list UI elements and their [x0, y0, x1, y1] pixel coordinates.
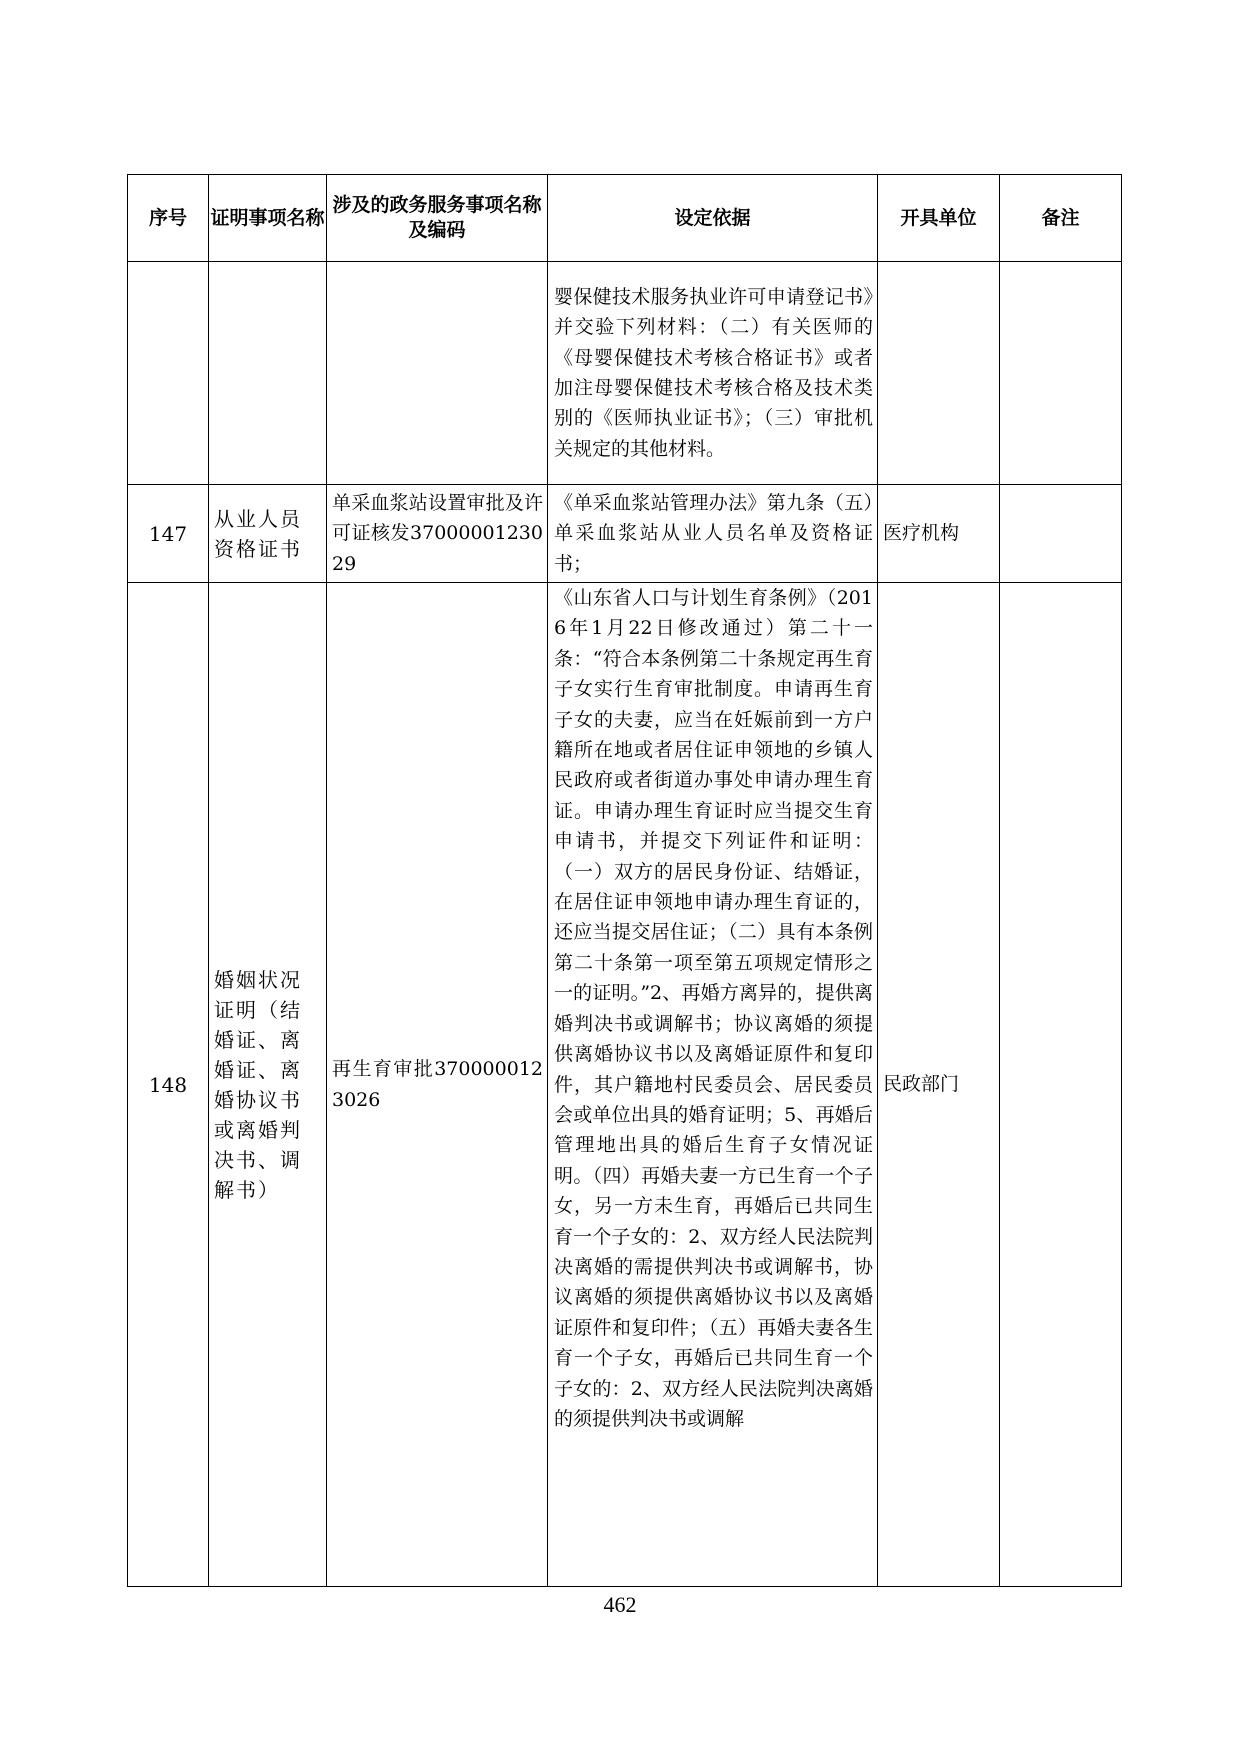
header-remark: 备注: [1000, 175, 1122, 262]
cell-remark: [1000, 262, 1122, 485]
cell-issuer: [878, 262, 1000, 485]
page-number: 462: [603, 1592, 637, 1617]
table-header-row: [128, 175, 1122, 262]
header-basis: 设定依据: [548, 175, 878, 262]
cell-seq: [128, 262, 209, 485]
cell-service: [327, 262, 548, 485]
header-item: 证明事项名称: [209, 175, 327, 262]
document-table: [127, 174, 1122, 1587]
cell-item: 婚姻状况证明（结婚证、离婚证、离婚协议书或离婚判决书、调解书）: [209, 583, 327, 1587]
header-seq: 序号: [128, 175, 209, 262]
table-row: [128, 583, 1122, 1587]
cell-item: [209, 262, 327, 485]
cell-service: 单采血浆站设置审批及许可证核发3700000123029: [327, 485, 548, 583]
cell-service: 再生育审批3700000123026: [327, 583, 548, 1587]
cell-issuer: 医疗机构: [878, 485, 1000, 583]
cell-seq: 147: [128, 485, 209, 583]
cell-remark: [1000, 583, 1122, 1587]
header-issuer: 开具单位: [878, 175, 1000, 262]
table-row: [128, 485, 1122, 583]
header-service: 涉及的政务服务事项名称及编码: [327, 175, 548, 262]
cell-basis: 婴保健技术服务执业许可申请登记书》并交验下列材料：（二）有关医师的《母婴保健技术考核合格证书》或者加注母婴保健技术考核合格及技术类别的《医师执业证书》；（三）审批机关规定的其他材料。: [548, 262, 878, 485]
cell-seq: 148: [128, 583, 209, 1587]
table-row: [128, 262, 1122, 485]
cell-basis: 《山东省人口与计划生育条例》（2016年1月22日修改通过）第二十一条：“符合本条例第二十条规定再生育子女实行生育审批制度。申请再生育子女的夫妻，应当在妊娠前到一方户籍所在地或者居住证申领地的乡镇人民政府或者街道办事处申请办理生育证。申请办理生育证时应当提交生育申请书，并提交下列证件和证明：（一）双方的居民身份证、结婚证，在居住证申领地申请办理生育证的，还应当提交居住证；（二）具有本条例第二十条第一项至第五项规定情形之一的证明。”2、再婚方离异的，提供离婚判决书或调解书；协议离婚的须提供离婚协议书以及离婚证原件和复印件，其户籍地村民委员会、居民委员会或单位出具的婚育证明；5、再婚后管理地出具的婚后生育子女情况证明。（四）再婚夫妻一方已生育一个子女，另一方未生育，再婚后已共同生育一个子女的：2、双方经人民法院判决离婚的需提供判决书或调解书，协议离婚的须提供离婚协议书以及离婚证原件和复印件；（五）再婚夫妻各生育一个子女，再婚后已共同生育一个子女的：2、双方经人民法院判决离婚的须提供判决书或调解: [548, 583, 878, 1587]
cell-remark: [1000, 485, 1122, 583]
cell-item: 从业人员资格证书: [209, 485, 327, 583]
cell-issuer: 民政部门: [878, 583, 1000, 1587]
cell-basis: 《单采血浆站管理办法》第九条（五）单采血浆站从业人员名单及资格证书；: [548, 485, 878, 583]
